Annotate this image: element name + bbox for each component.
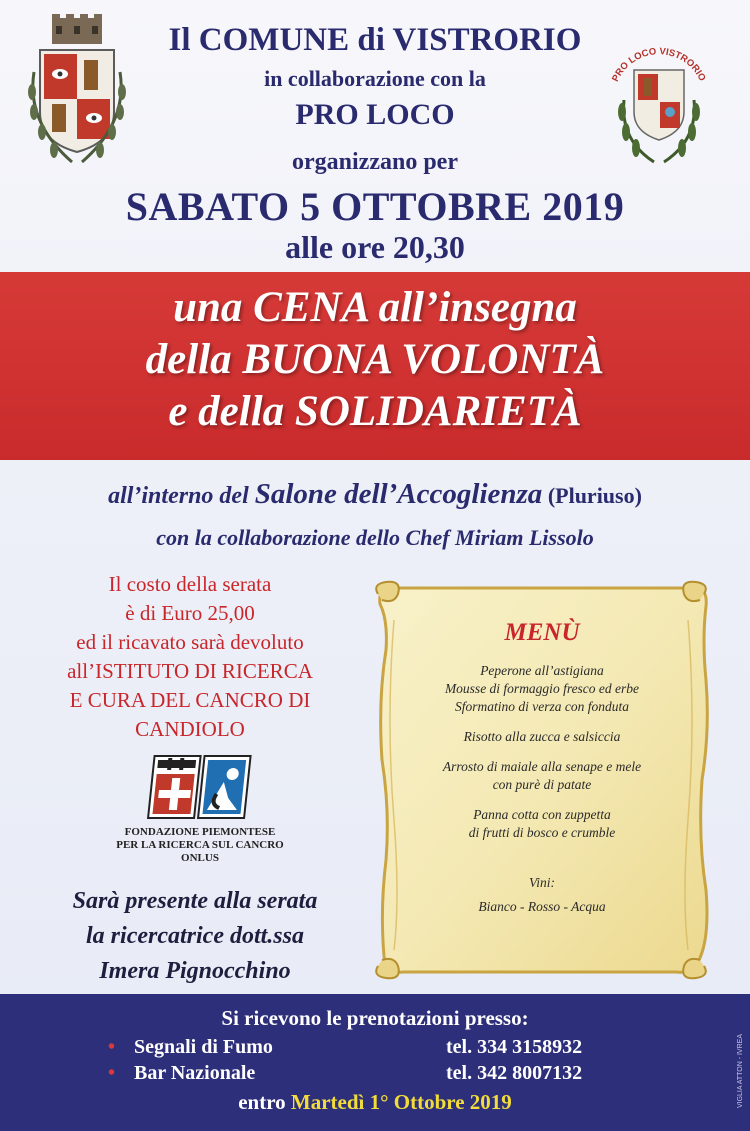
researcher-block [40,884,350,989]
venue-suffix: (Pluriuso) [542,483,642,508]
menu-item: di frutti di bosco e crumble [468,825,616,840]
deadline-prefix: entro [238,1090,291,1114]
banner-line-3: e della SOLIDARIETÀ [168,388,582,435]
header-pro-loco: PRO LOCO [295,98,455,131]
menu-item: Arrosto di maiale alla senape e mele [442,759,642,774]
bullet-icon: • [108,1062,116,1084]
bullet-icon: • [108,1036,116,1058]
booking-phone: tel. 334 3158932 [446,1036,583,1058]
booking-deadline [0,1090,750,1115]
menu [392,618,692,916]
chef-line: con la collaborazione dello Chef Miriam Lissolo [156,525,594,550]
header-collaboration: in collaborazione con la [264,66,486,91]
cost-line: Il costo della serata [108,572,272,596]
menu-title: MENÙ [504,619,580,646]
menu-group-primo [392,728,692,746]
banner-line-1: una CENA all’insegna [173,284,577,331]
cost-block [30,570,350,744]
booking-title: Si ricevono le prenotazioni presso: [221,1006,529,1030]
menu-group-antipasti [392,662,692,716]
pro-loco-arc-text: PRO LOCO VISTRORIO [610,46,708,84]
menu-item: Mousse di formaggio fresco ed erbe [444,681,640,696]
foundation-logo [147,752,255,822]
menu-item: Panna cotta con zuppetta [473,807,611,822]
event-title-banner [0,272,750,460]
cost-line: ed il ricavato sarà devoluto [76,630,304,654]
event-date: SABATO 5 OTTOBRE 2019 [125,184,625,229]
venue-line [0,478,750,511]
menu-item: Sformatino di verza con fonduta [455,699,629,714]
cost-line: è di Euro 25,00 [125,601,255,625]
booking-phone: tel. 342 8007132 [446,1062,583,1084]
foundation-line: FONDAZIONE PIEMONTESE [124,826,276,838]
cost-line: E CURA DEL CANCRO DI [69,688,311,712]
menu-item: Peperone all’astigiana [480,663,604,678]
banner-line-2: della BUONA VOLONTÀ [145,336,605,383]
event-time: alle ore 20,30 [285,229,465,265]
booking-footer [0,994,750,1131]
menu-wines-label: Vini: [529,875,555,890]
researcher-line: Imera Pignocchino [99,958,291,984]
header-organizzano: organizzano per [292,149,458,175]
researcher-line: la ricercatrice dott.ssa [86,923,304,949]
header-comune: Il COMUNE di VISTRORIO [168,22,582,58]
booking-place: Bar Nazionale [134,1062,256,1084]
foundation-line: PER LA RICERCA SUL CANCRO [116,839,284,851]
deadline-date: Martedì 1° Ottobre 2019 [290,1090,512,1114]
menu-item: con purè di patate [492,777,592,792]
menu-group-secondo [392,758,692,794]
cost-line: CANDIOLO [135,717,245,741]
foundation-name [80,826,320,865]
printer-credit: VIGLIA ATTON - IVREA [737,1034,744,1109]
researcher-line: Sarà presente alla serata [72,888,318,914]
booking-place: Segnali di Fumo [134,1036,273,1058]
menu-wines: Bianco - Rosso - Acqua [478,899,606,914]
venue-name: Salone dell’Accoglienza [254,478,543,510]
menu-group-dolce [392,806,692,842]
venue-prefix: all’interno del [108,483,255,509]
menu-item: Risotto alla zucca e salsiccia [463,729,621,744]
cost-line: all’ISTITUTO DI RICERCA [67,659,313,683]
foundation-line: ONLUS [181,852,219,864]
